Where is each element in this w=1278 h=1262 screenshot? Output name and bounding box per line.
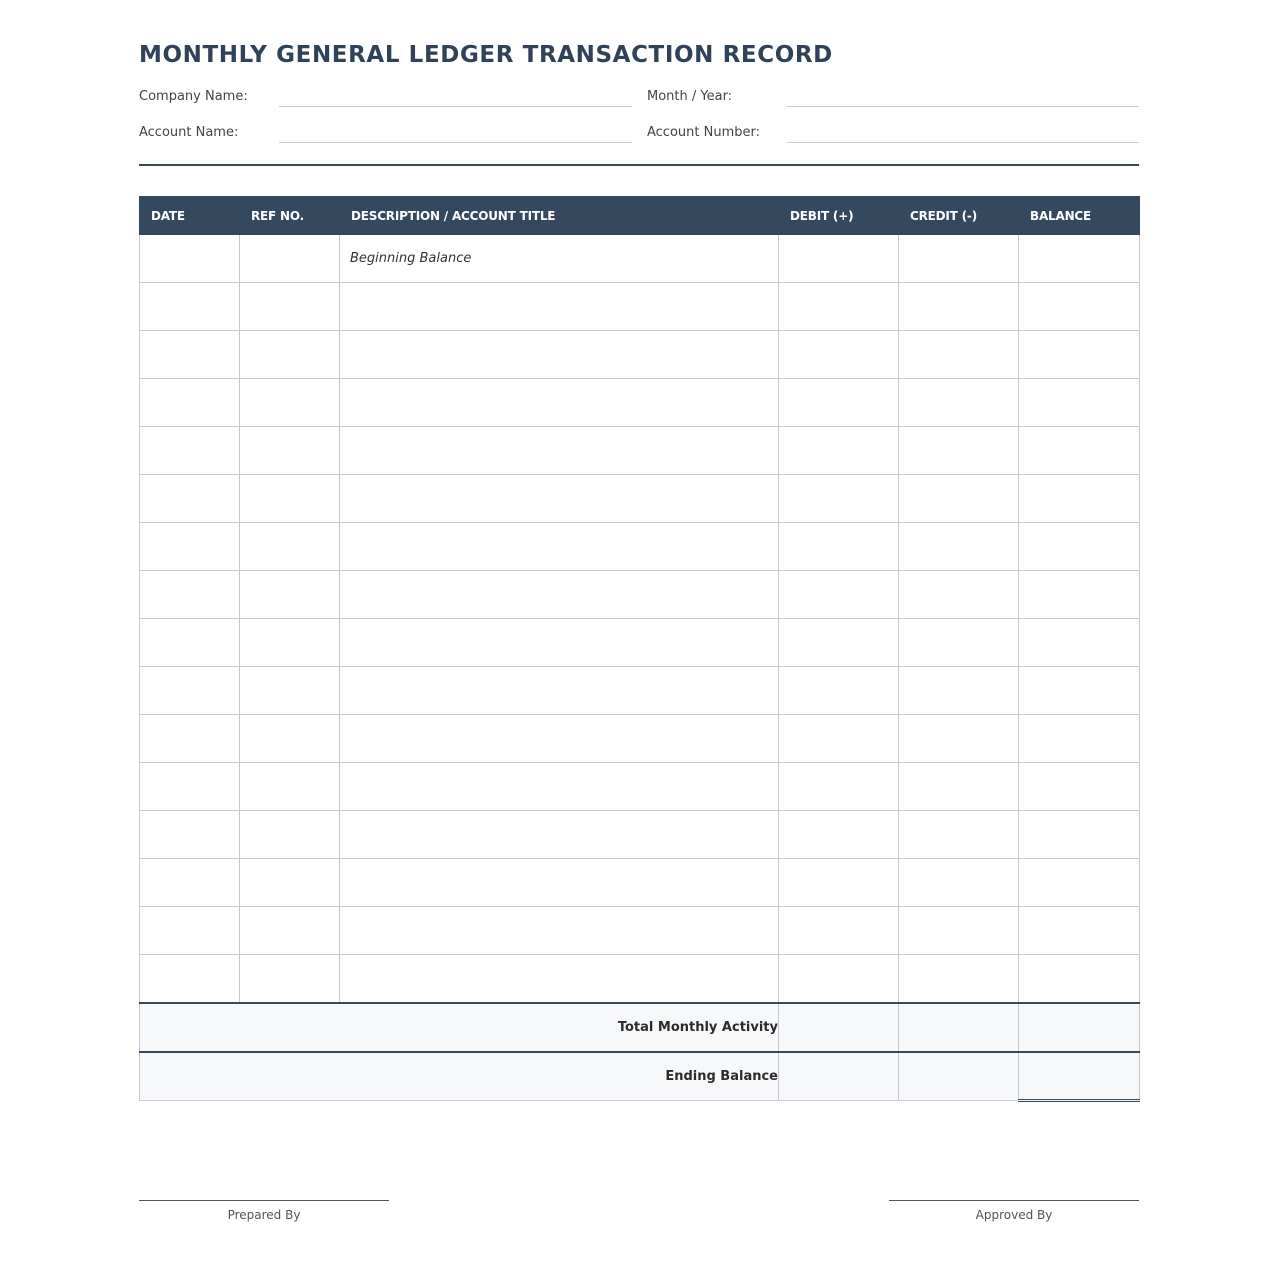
page-title: MONTHLY GENERAL LEDGER TRANSACTION RECORD [139,42,833,68]
col-header-credit: CREDIT (-) [899,197,1019,235]
table-header-row [140,197,1140,235]
account-number-field[interactable] [787,142,1139,143]
cell-balance[interactable] [1019,283,1140,331]
cell-debit[interactable] [779,331,899,379]
cell-credit[interactable] [899,811,1019,859]
account-name-label: Account Name: [139,125,239,140]
cell-credit[interactable] [899,571,1019,619]
cell-balance[interactable] [1019,619,1140,667]
cell-date[interactable] [140,715,240,763]
cell-debit[interactable] [779,475,899,523]
cell-credit[interactable] [899,235,1019,283]
table-row [140,331,1140,379]
ending-balance-cell[interactable] [1019,1052,1140,1101]
cell-credit[interactable] [899,379,1019,427]
header-divider [139,164,1139,166]
cell-description[interactable] [340,667,779,715]
cell-ref-no[interactable] [240,859,340,907]
cell-date[interactable] [140,619,240,667]
cell-date[interactable] [140,235,240,283]
table-row [140,283,1140,331]
table-row [140,475,1140,523]
cell-description[interactable] [340,427,779,475]
cell-ref-no[interactable] [240,955,340,1003]
cell-ref-no[interactable] [240,523,340,571]
cell-debit[interactable] [779,955,899,1003]
total-debit-cell[interactable] [779,1003,899,1052]
cell-debit[interactable] [779,379,899,427]
prepared-by-signature-line[interactable] [139,1200,389,1201]
cell-debit[interactable] [779,811,899,859]
company-name-label: Company Name: [139,89,248,104]
cell-description[interactable] [340,379,779,427]
cell-ref-no[interactable] [240,235,340,283]
cell-ref-no[interactable] [240,667,340,715]
cell-date[interactable] [140,859,240,907]
cell-credit[interactable] [899,475,1019,523]
cell-date[interactable] [140,763,240,811]
cell-ref-no[interactable] [240,907,340,955]
cell-description[interactable]: Beginning Balance [340,235,779,283]
cell-debit[interactable] [779,715,899,763]
table-row [140,715,1140,763]
account-name-field[interactable] [279,142,632,143]
cell-debit[interactable] [779,571,899,619]
cell-balance[interactable] [1019,667,1140,715]
cell-balance[interactable] [1019,715,1140,763]
cell-date[interactable] [140,667,240,715]
ending-debit-cell[interactable] [779,1052,899,1101]
cell-description[interactable] [340,715,779,763]
table-row [140,427,1140,475]
cell-credit[interactable] [899,331,1019,379]
cell-credit[interactable] [899,523,1019,571]
cell-date[interactable] [140,571,240,619]
cell-balance[interactable] [1019,475,1140,523]
cell-ref-no[interactable] [240,811,340,859]
prepared-by-label: Prepared By [227,1208,301,1222]
cell-date[interactable] [140,283,240,331]
table-row [140,667,1140,715]
cell-description[interactable] [340,907,779,955]
cell-date[interactable] [140,331,240,379]
table-row [140,619,1140,667]
cell-ref-no[interactable] [240,571,340,619]
cell-ref-no[interactable] [240,379,340,427]
table-row [140,523,1140,571]
cell-credit[interactable] [899,619,1019,667]
cell-balance[interactable] [1019,331,1140,379]
cell-date[interactable] [140,475,240,523]
cell-ref-no[interactable] [240,475,340,523]
cell-credit[interactable] [899,427,1019,475]
cell-credit[interactable] [899,907,1019,955]
month-year-field[interactable] [787,106,1139,107]
cell-ref-no[interactable] [240,283,340,331]
ending-balance-row [140,1052,1140,1101]
cell-ref-no[interactable] [240,763,340,811]
cell-description[interactable] [340,475,779,523]
cell-debit[interactable] [779,523,899,571]
col-header-description: DESCRIPTION / ACCOUNT TITLE [340,197,779,235]
table-row [140,571,1140,619]
col-header-date: DATE [140,197,240,235]
cell-date[interactable] [140,523,240,571]
cell-credit[interactable] [899,955,1019,1003]
account-number-label: Account Number: [647,125,760,140]
cell-credit[interactable] [899,859,1019,907]
cell-balance[interactable] [1019,811,1140,859]
cell-debit[interactable] [779,283,899,331]
cell-balance[interactable] [1019,571,1140,619]
cell-description[interactable] [340,811,779,859]
ledger-table [139,196,1140,1102]
ending-credit-cell[interactable] [899,1052,1019,1101]
cell-description[interactable] [340,859,779,907]
cell-debit[interactable] [779,619,899,667]
cell-ref-no[interactable] [240,619,340,667]
cell-description[interactable] [340,283,779,331]
cell-description[interactable] [340,571,779,619]
table-row [140,907,1140,955]
cell-credit[interactable] [899,667,1019,715]
total-credit-cell[interactable] [899,1003,1019,1052]
approved-by-label: Approved By [975,1208,1053,1222]
cell-debit[interactable] [779,667,899,715]
cell-balance[interactable] [1019,427,1140,475]
company-name-field[interactable] [279,106,632,107]
cell-credit[interactable] [899,715,1019,763]
month-year-label: Month / Year: [647,89,733,104]
col-header-ref-no: REF NO. [240,197,340,235]
cell-balance[interactable] [1019,907,1140,955]
table-row [140,379,1140,427]
total-monthly-activity-label: Total Monthly Activity [140,1003,779,1052]
table-row [140,859,1140,907]
cell-debit[interactable] [779,763,899,811]
cell-description[interactable] [340,955,779,1003]
cell-date[interactable] [140,955,240,1003]
cell-date[interactable] [140,379,240,427]
cell-description[interactable] [340,331,779,379]
cell-debit[interactable] [779,235,899,283]
ending-balance-label: Ending Balance [140,1052,779,1101]
cell-debit[interactable] [779,427,899,475]
cell-balance[interactable] [1019,859,1140,907]
table-row [140,811,1140,859]
cell-credit[interactable] [899,283,1019,331]
cell-balance[interactable] [1019,235,1140,283]
table-row [140,235,1140,283]
table-row [140,955,1140,1003]
cell-credit[interactable] [899,763,1019,811]
total-balance-cell[interactable] [1019,1003,1140,1052]
cell-ref-no[interactable] [240,331,340,379]
cell-ref-no[interactable] [240,715,340,763]
cell-date[interactable] [140,811,240,859]
col-header-debit: DEBIT (+) [779,197,899,235]
total-monthly-activity-row [140,1003,1140,1052]
approved-by-signature-line[interactable] [889,1200,1139,1201]
cell-debit[interactable] [779,859,899,907]
table-row [140,763,1140,811]
cell-balance[interactable] [1019,955,1140,1003]
cell-balance[interactable] [1019,763,1140,811]
col-header-balance: BALANCE [1019,197,1140,235]
cell-description[interactable] [340,763,779,811]
cell-debit[interactable] [779,907,899,955]
cell-ref-no[interactable] [240,427,340,475]
cell-date[interactable] [140,427,240,475]
cell-balance[interactable] [1019,523,1140,571]
cell-description[interactable] [340,523,779,571]
cell-description[interactable] [340,619,779,667]
cell-balance[interactable] [1019,379,1140,427]
cell-date[interactable] [140,907,240,955]
